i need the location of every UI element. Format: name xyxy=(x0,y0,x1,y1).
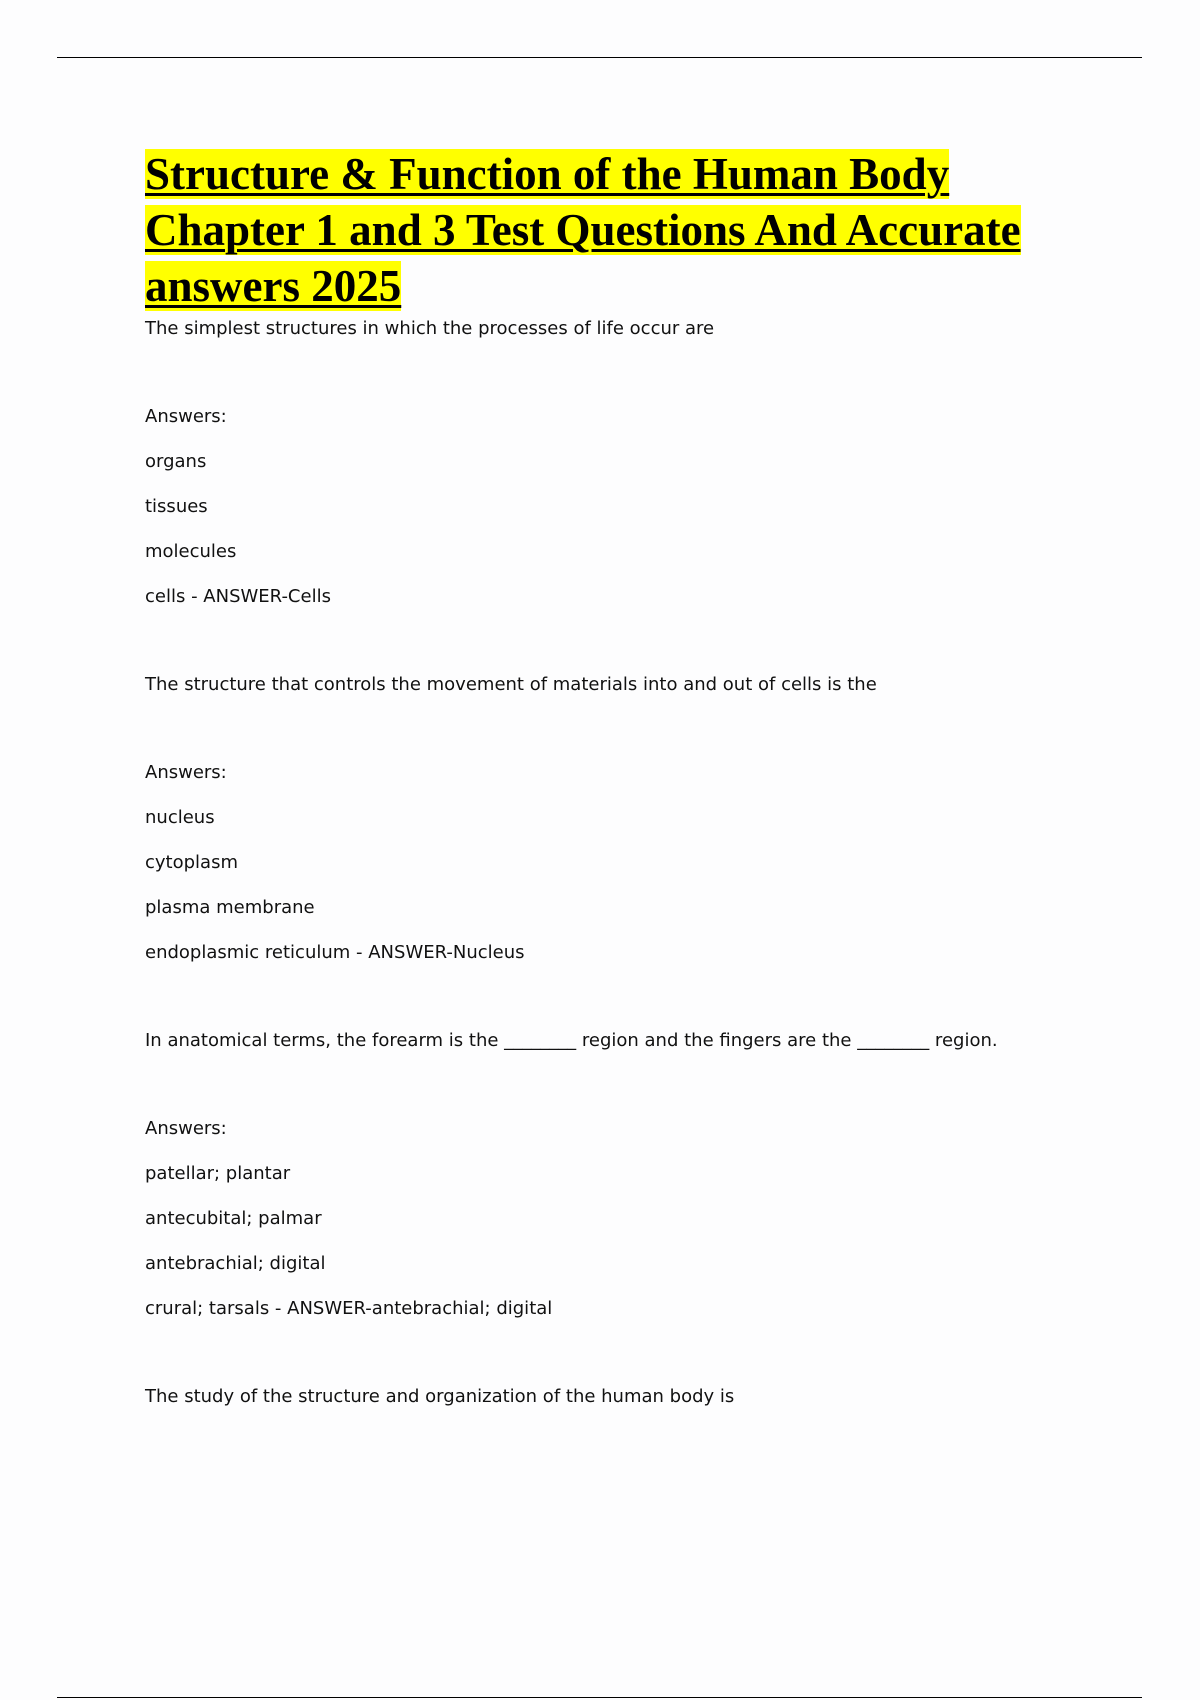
answer-option: cytoplasm xyxy=(145,852,238,873)
title-line-2: Chapter 1 and 3 Test Questions And Accurate xyxy=(145,205,1021,255)
answer-option: antebrachial; digital xyxy=(145,1253,326,1274)
document-body xyxy=(145,146,1105,1410)
answer-option: antecubital; palmar xyxy=(145,1208,322,1229)
answer-option: endoplasmic reticulum - ANSWER-Nucleus xyxy=(145,942,525,963)
question-prompt: The study of the structure and organization of the human body is xyxy=(145,1386,735,1407)
question-block xyxy=(145,1028,1105,1322)
top-rule xyxy=(57,57,1142,58)
answer-option: molecules xyxy=(145,541,237,562)
answers-label: Answers: xyxy=(145,762,227,783)
answer-option: tissues xyxy=(145,496,208,517)
title-line-1: Structure & Function of the Human Body xyxy=(145,149,950,199)
answer-option: plasma membrane xyxy=(145,897,315,918)
title-line-3: answers 2025 xyxy=(145,261,402,311)
document-title xyxy=(145,146,1105,314)
bottom-rule xyxy=(57,1697,1142,1698)
answer-option: cells - ANSWER-Cells xyxy=(145,586,331,607)
question-block xyxy=(145,672,1105,966)
answers-label: Answers: xyxy=(145,1118,227,1139)
question-prompt: In anatomical terms, the forearm is the ________ region and the fingers are the ________ region. xyxy=(145,1030,998,1051)
question-block xyxy=(145,316,1105,610)
answer-option: organs xyxy=(145,451,207,472)
answer-option: crural; tarsals - ANSWER-antebrachial; digital xyxy=(145,1298,553,1319)
answer-option: patellar; plantar xyxy=(145,1163,291,1184)
answers-label: Answers: xyxy=(145,406,227,427)
question-block xyxy=(145,1384,1105,1410)
answer-option: nucleus xyxy=(145,807,215,828)
question-prompt: The structure that controls the movement of materials into and out of cells is the xyxy=(145,674,877,695)
question-prompt: The simplest structures in which the processes of life occur are xyxy=(145,318,715,339)
